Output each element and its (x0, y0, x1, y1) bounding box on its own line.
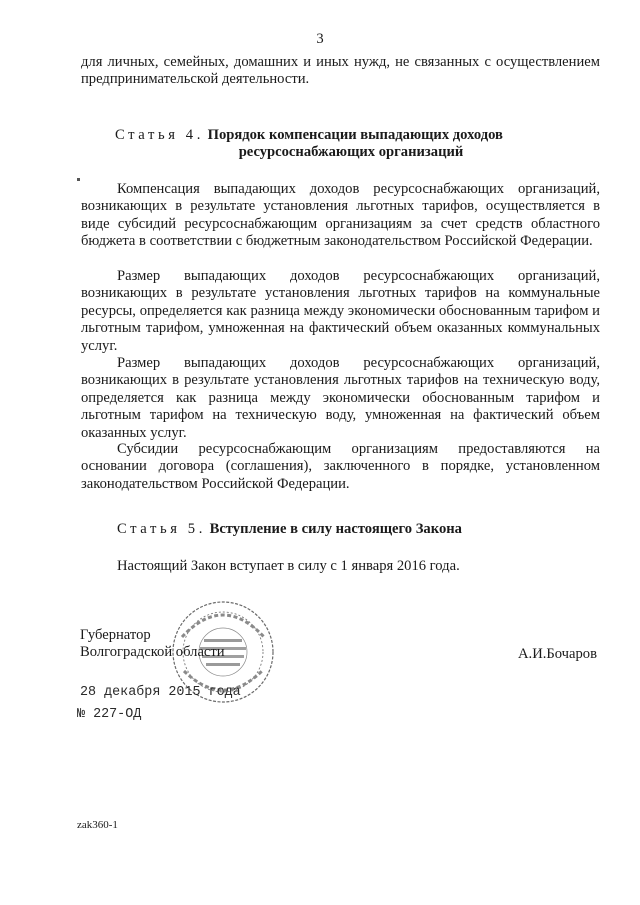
margin-mark (77, 178, 80, 181)
article5-heading (117, 521, 577, 538)
article4-title-line1: Порядок компенсации выпадающих доходов (207, 127, 503, 143)
article4-paragraph-2: Размер выпадающих доходов ресурсоснабжающих организаций, возникающих в результате установления льготных тарифов на коммунальные ресурсы, определяется как разница между экономически обоснованным тарифом и льготным тарифом, умноженная на фактический объем оказанных коммунальных услуг. (81, 268, 600, 354)
article5-title: Вступление в силу настоящего Закона (209, 521, 462, 537)
article4-heading (115, 127, 575, 162)
article4-paragraph-3: Размер выпадающих доходов ресурсоснабжающих организаций, возникающих в результате установления льготных тарифов на техническую воду, определяется как разница между экономически обоснованным тарифом и льготным тарифом на техническую воду, умноженная на фактический объем оказанных услуг. (81, 355, 600, 441)
signatory-name: А.И.Бочаров (518, 646, 597, 662)
document-number: № 227-ОД (77, 707, 142, 722)
article4-paragraph-4: Субсидии ресурсоснабжающим организациям предоставляются на основании договора (соглашения), заключенного в порядке, установленном законодательством Российской Федерации. (81, 441, 600, 492)
article5-text: Настоящий Закон вступает в силу с 1 января 2016 года. (117, 558, 460, 574)
page-number: 3 (316, 31, 324, 47)
article5-label: Статья 5. (117, 521, 206, 537)
intro-paragraph: для личных, семейных, домашних и иных нужд, не связанных с осуществлением предпринимательской деятельности. (81, 54, 600, 88)
article4-title-line2: ресурсоснабжающих организаций (238, 144, 464, 161)
signature-date: 28 декабря 2015 года (80, 685, 241, 700)
signatory-role-line2: Волгоградской области (80, 644, 225, 660)
article4-paragraph-1: Компенсация выпадающих доходов ресурсоснабжающих организаций, возникающих в результате установления льготных тарифов, осуществляется в виде субсидий ресурсоснабжающим организациям за счет средств областного бюджета в соответствии с бюджетным законодательством Российской Федерации. (81, 181, 600, 250)
footer-code: zak360-1 (77, 819, 118, 831)
signatory-role-line1: Губернатор (80, 627, 151, 643)
article4-label: Статья 4. (115, 127, 204, 143)
